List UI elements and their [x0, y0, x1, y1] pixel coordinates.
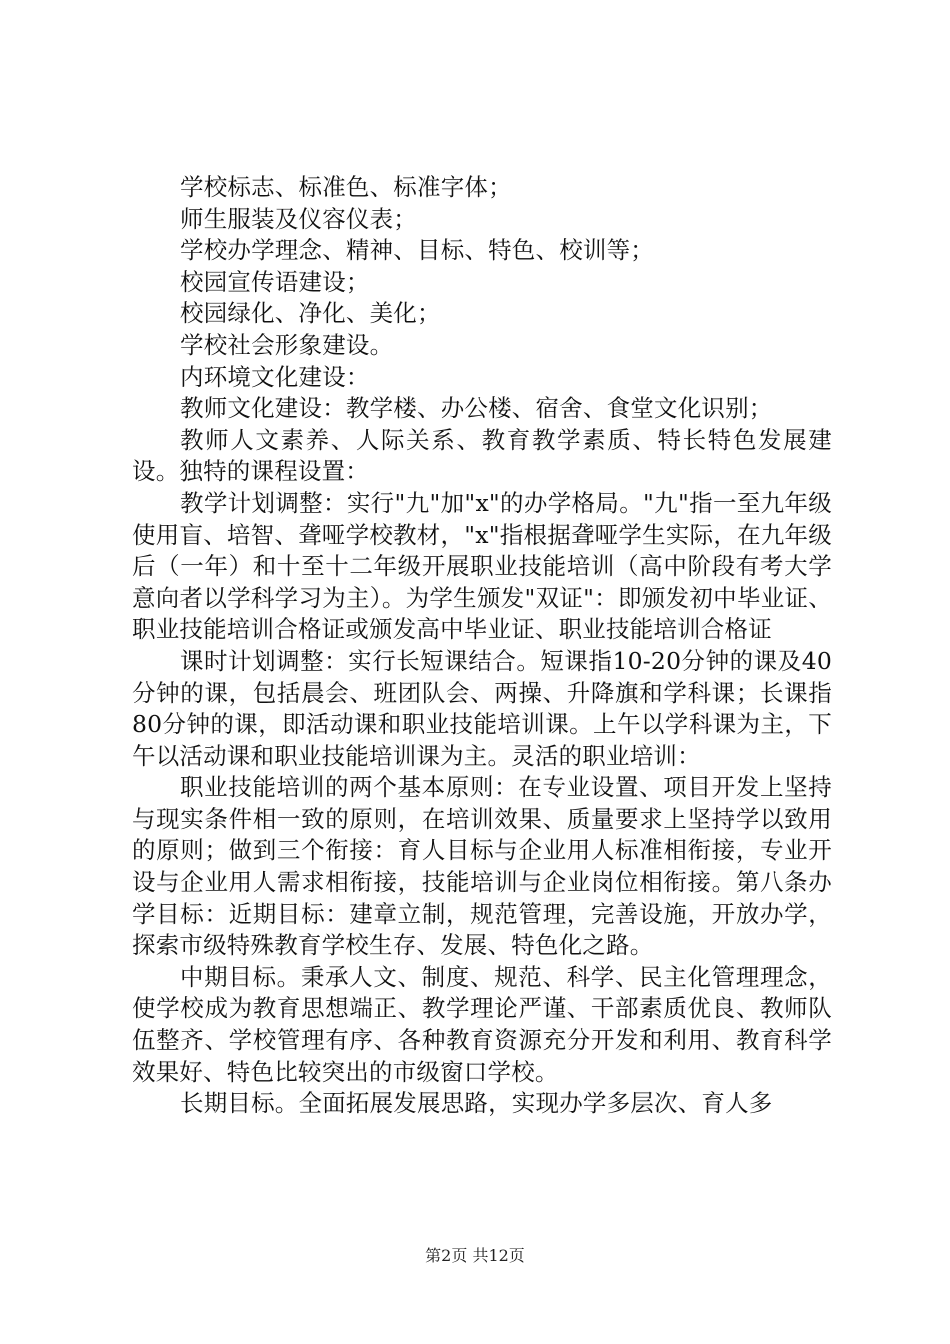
- paragraph: 校园绿化、净化、美化；: [180, 299, 441, 328]
- paragraph: 师生服装及仪容仪表；: [180, 204, 417, 233]
- paragraph: 学校办学理念、精神、目标、特色、校训等；: [180, 236, 654, 265]
- paragraph: 职业技能培训的两个基本原则：在专业设置、项目开发上坚持与现实条件相一致的原则，在培训效果、质量要求上坚持学以致用的原则；做到三个衔接：育人目标与企业用人标准相衔接，专业开设与企业用人需求相衔接，技能培训与企业岗位相衔接。第八条办学目标：近期目标：建章立制，规范管理，完善设施，开放办学，探索市级特殊教育学校生存、发展、特色化之路。: [132, 773, 832, 960]
- document-body: [132, 172, 832, 1120]
- paragraph: 学校社会形象建设。: [180, 330, 394, 359]
- paragraph: 校园宣传语建设；: [180, 267, 370, 296]
- paragraph: 教学计划调整：实行"九"加"x"的办学格局。"九"指一至九年级使用盲、培智、聋哑学校教材，"x"指根据聋哑学生实际，在九年级后（一年）和十至十二年级开展职业技能培训（高中阶段有考大学意向者以学科学习为主）。为学生颁发"双证"：即颁发初中毕业证、职业技能培训合格证或颁发高中毕业证、职业技能培训合格证: [132, 488, 832, 644]
- paragraph: 学校标志、标准色、标准字体；: [180, 173, 512, 201]
- paragraph: 中期目标。秉承人文、制度、规范、科学、民主化管理理念，使学校成为教育思想端正、教学理论严谨、干部素质优良、教师队伍整齐、学校管理有序、各种教育资源充分开发和利用、教育科学效果好、特色比较突出的市级窗口学校。: [132, 962, 832, 1086]
- paragraph: 教师人文素养、人际关系、教育教学素质、特长特色发展建设。独特的课程设置：: [132, 425, 832, 486]
- page-number-footer: 第2页 共12页: [425, 1246, 525, 1265]
- paragraph: 内环境文化建设：: [180, 362, 370, 391]
- paragraph: 长期目标。全面拓展发展思路，实现办学多层次、育人多: [180, 1089, 773, 1118]
- paragraph: 教师文化建设：教学楼、办公楼、宿舍、食堂文化识别；: [180, 394, 773, 423]
- paragraph: 课时计划调整：实行长短课结合。短课指10-20分钟的课及40分钟的课，包括晨会、班团队会、两操、升降旗和学科课；长课指80分钟的课，即活动课和职业技能培训课。上午以学科课为主，下午以活动课和职业技能培训课为主。灵活的职业培训：: [132, 646, 832, 770]
